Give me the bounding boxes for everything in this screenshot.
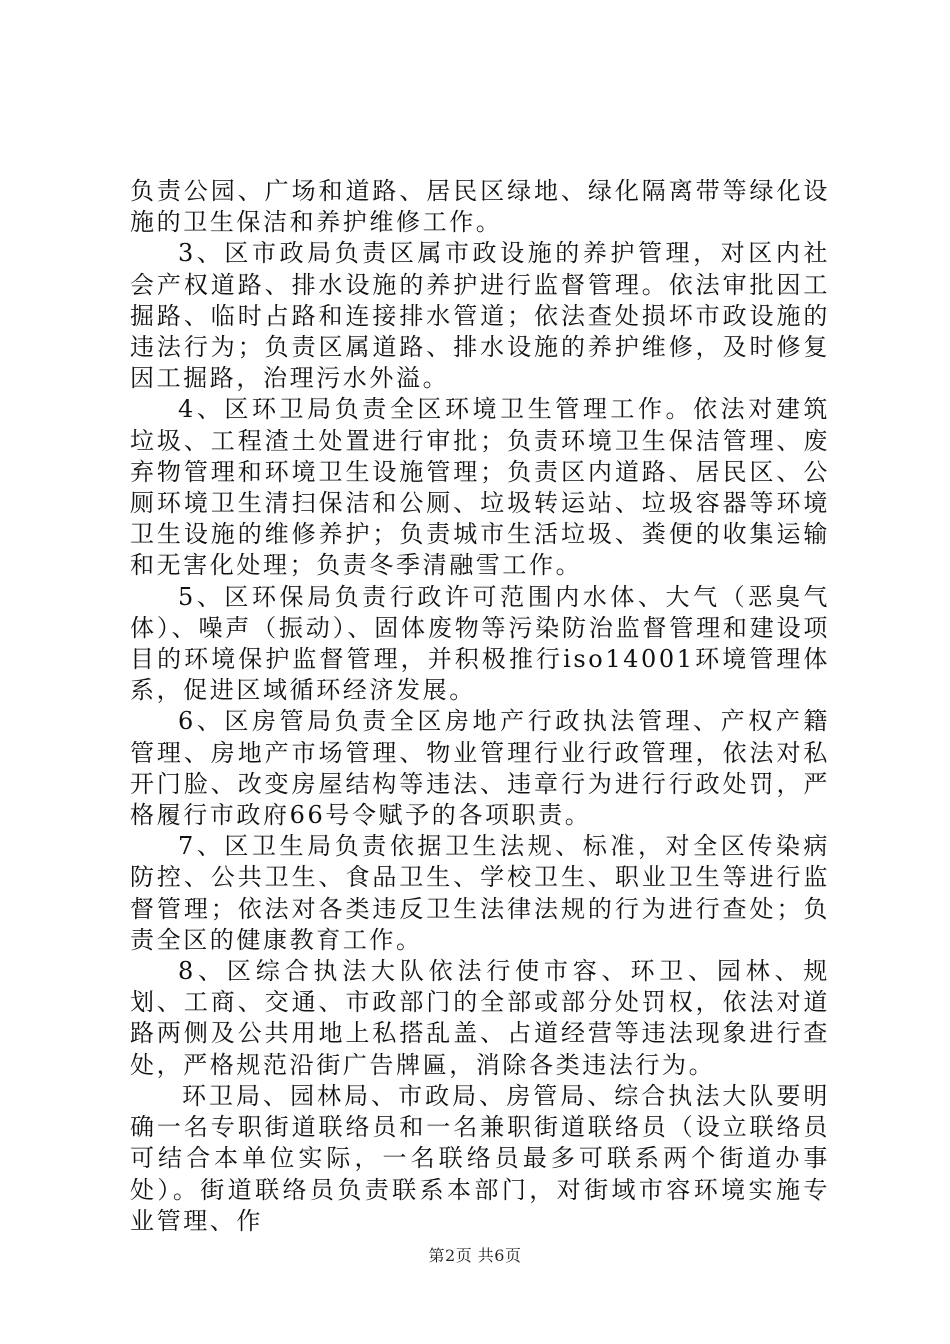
paragraph-greening-continued: 负责公园、广场和道路、居民区绿地、绿化隔离带等绿化设施的卫生保洁和养护维修工作。 xyxy=(130,177,830,237)
paragraph-environmental-bureau: 5、区环保局负责行政许可范围内水体、大气（恶臭气体）、噪声（振动）、固体废物等污染防治监督管理和建设项目的环境保护监督管理，并积极推行iso14001环境管理体系，促进区域循环经济发展。 xyxy=(130,582,830,705)
paragraph-enforcement-brigade: 8、区综合执法大队依法行使市容、环卫、园林、规划、工商、交通、市政部门的全部或部分处罚权，依法对道路两侧及公共用地上私搭乱盖、占道经营等违法现象进行查处，严格规范沿街广告牌匾，消除各类违法行为。 xyxy=(130,957,830,1079)
paragraph-housing-bureau: 6、区房管局负责全区房地产行政执法管理、产权产籍管理、房地产市场管理、物业管理行业行政管理，依法对私开门脸、改变房屋结构等违法、违章行为进行行政处罚，严格履行市政府66号令赋予的各项职责。 xyxy=(130,707,830,830)
paragraph-health-bureau: 7、区卫生局负责依据卫生法规、标准，对全区传染病防控、公共卫生、食品卫生、学校卫生、职业卫生等进行监督管理；依法对各类违反卫生法律法规的行为进行查处；负责全区的健康教育工作。 xyxy=(130,832,830,954)
paragraph-liaison-officers: 环卫局、园林局、市政局、房管局、综合执法大队要明确一名专职街道联络员和一名兼职街道联络员（设立联络员可结合本单位实际，一名联络员最多可联系两个街道办事处）。街道联络员负责联系本部门，对街域市容环境实施专业管理、作 xyxy=(130,1081,830,1235)
paragraph-municipal-bureau: 3、区市政局负责区属市政设施的养护管理，对区内社会产权道路、排水设施的养护进行监督管理。依法审批因工掘路、临时占路和连接排水管道；依法查处损坏市政设施的违法行为；负责区属道路、排水设施的养护维修，及时修复因工掘路，治理污水外溢。 xyxy=(130,239,830,393)
document-body xyxy=(130,176,830,1237)
paragraph-sanitation-bureau: 4、区环卫局负责全区环境卫生管理工作。依法对建筑垃圾、工程渣土处置进行审批；负责环境卫生保洁管理、废弃物管理和环境卫生设施管理；负责区内道路、居民区、公厕环境卫生清扫保洁和公厕、垃圾转运站、垃圾容器等环境卫生设施的维修养护；负责城市生活垃圾、粪便的收集运输和无害化处理；负责冬季清融雪工作。 xyxy=(130,395,830,580)
page-footer: 第2页 共6页 xyxy=(428,1246,522,1265)
